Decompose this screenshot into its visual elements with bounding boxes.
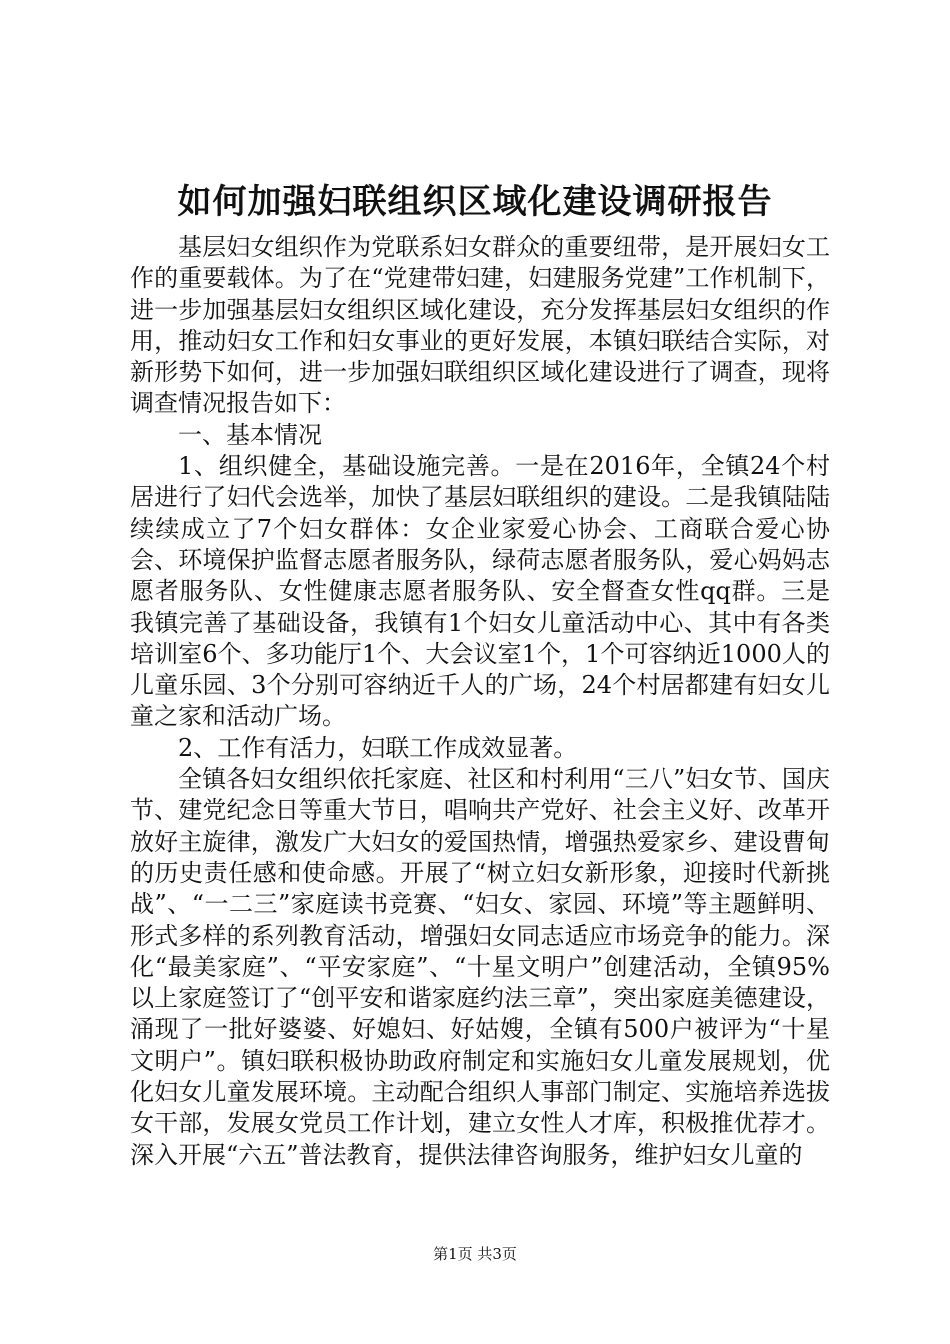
document-body [130, 232, 830, 1171]
document-title: 如何加强妇联组织区域化建设调研报告 [177, 182, 773, 222]
subheading-work-vitality: 2、工作有活力，妇联工作成效显著。 [178, 733, 578, 762]
page-footer: 第1页 共3页 [433, 1245, 517, 1263]
section-heading-basic-situation: 一、基本情况 [178, 420, 322, 449]
paragraph-organization: 1、组织健全，基础设施完善。一是在2016年，全镇24个村居进行了妇代会选举，加快了基层妇联组织的建设。二是我镇陆陆续续成立了7个妇女群体：女企业家爱心协会、工商联合爱心协会、环境保护监督志愿者服务队，绿荷志愿者服务队，爱心妈妈志愿者服务队、女性健康志愿者服务队、安全督查女性qq群。三是我镇完善了基础设备，我镇有1个妇女儿童活动中心、其中有各类培训室6个、多功能厅1个、大会议室1个，1个可容纳近1000人的儿童乐园、3个分别可容纳近千人的广场，24个村居都建有妇女儿童之家和活动广场。 [130, 452, 830, 731]
paragraph-intro: 基层妇女组织作为党联系妇女群众的重要纽带，是开展妇女工作的重要载体。为了在“党建带妇建，妇建服务党建”工作机制下，进一步加强基层妇女组织区域化建设，充分发挥基层妇女组织的作用，推动妇女工作和妇女事业的更好发展，本镇妇联结合实际，对新形势下如何，进一步加强妇联组织区域化建设进行了调查，现将调查情况报告如下： [130, 233, 830, 418]
paragraph-activities: 全镇各妇女组织依托家庭、社区和村利用“三八”妇女节、国庆节、建党纪念日等重大节日，唱响共产党好、社会主义好、改革开放好主旋律，激发广大妇女的爱国热情，增强热爱家乡、建设曹甸的历史责任感和使命感。开展了“树立妇女新形象，迎接时代新挑战”、“一二三”家庭读书竞赛、“妇女、家园、环境”等主题鲜明、形式多样的系列教育活动，增强妇女同志适应市场竞争的能力。深化“最美家庭”、“平安家庭”、“十星文明户”创建活动，全镇95%以上家庭签订了“创平安和谐家庭约法三章”，突出家庭美德建设，涌现了一批好婆婆、好媳妇、好姑嫂，全镇有500户被评为“十星文明户”。镇妇联积极协助政府制定和实施妇女儿童发展规划，优化妇女儿童发展环境。主动配合组织人事部门制定、实施培养选拔女干部，发展女党员工作计划，建立女性人才库，积极推优荐才。深入开展“六五”普法教育，提供法律咨询服务，维护妇女儿童的 [130, 765, 830, 1169]
